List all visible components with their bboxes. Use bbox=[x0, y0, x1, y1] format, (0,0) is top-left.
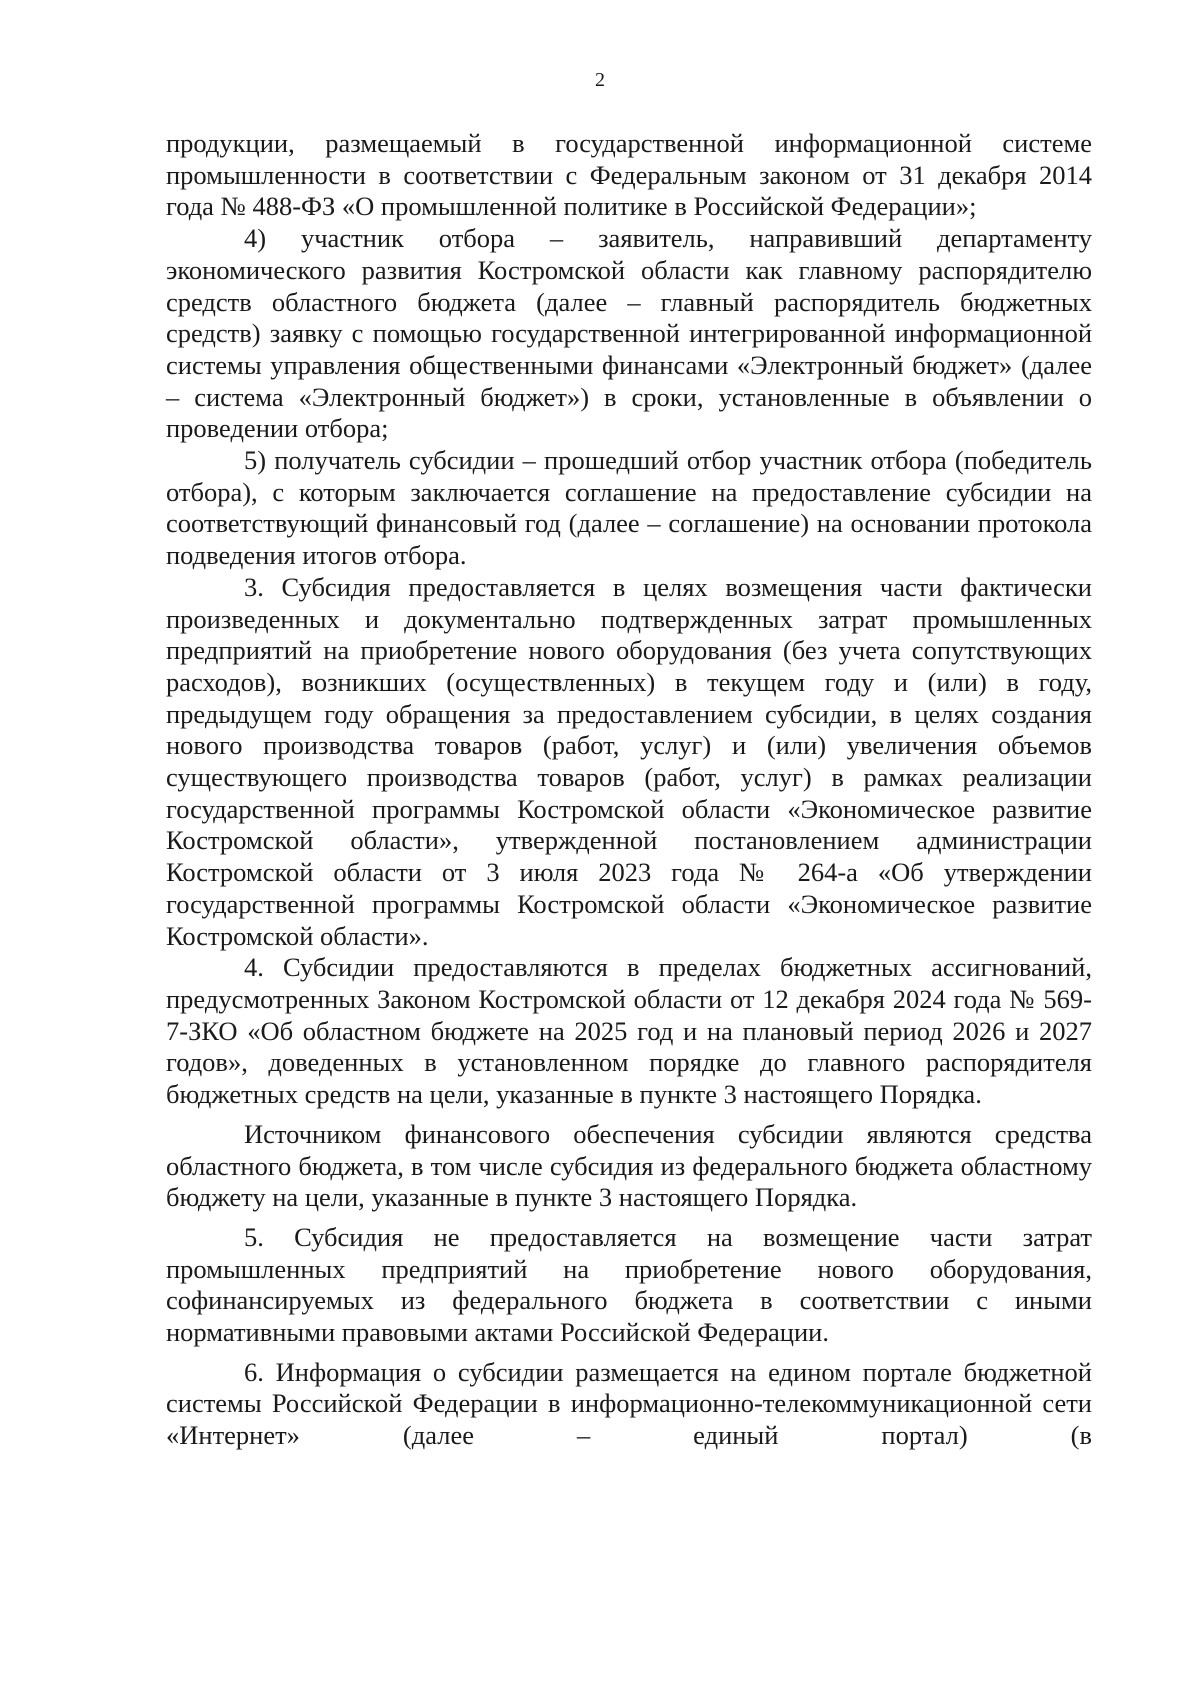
paragraph-funding-source: Источником финансового обеспечения субсидии являются средства областного бюджета, в том числе субсидия из федерального бюджета областному бюджету на цели, указанные в пункте 3 настоящего Порядка. bbox=[166, 1118, 1092, 1213]
paragraph-clause-4: 4. Субсидии предоставляются в пределах бюджетных ассигнований, предусмотренных Законом Костромской области от 12 декабря 2024 года № 569-7-ЗКО «Об областном бюджете на 2025 год и на плановый период 2026 и 2027 годов», доведенных в установленном порядке до главного распорядителя бюджетных средств на цели, указанные в пункте 3 настоящего Порядка. bbox=[166, 952, 1092, 1110]
paragraph-clause-5: 5. Субсидия не предоставляется на возмещение части затрат промышленных предприятий на приобретение нового оборудования, софинансируемых из федерального бюджета в соответствии с иными нормативными правовыми актами Российской Федерации. bbox=[166, 1221, 1092, 1348]
page-number: 2 bbox=[595, 69, 605, 91]
paragraph-item-4: 4) участник отбора – заявитель, направивший департаменту экономического развития Костромской области как главному распорядителю средств областного бюджета (далее – главный распорядитель бюджетных средств) заявку с помощью государственной интегрированной информационной системы управления общественными финансами «Электронный бюджет» (далее – система «Электронный бюджет») в сроки, установленные в объявлении о проведении отбора; bbox=[166, 223, 1092, 444]
paragraph-continuation: продукции, размещаемый в государственной информационной системе промышленности в соответствии с Федеральным законом от 31 декабря 2014 года № 488-ФЗ «О промышленной политике в Российской Федерации»; bbox=[166, 128, 1092, 222]
document-body bbox=[166, 128, 1092, 1452]
paragraph-clause-3: 3. Субсидия предоставляется в целях возмещения части фактически произведенных и документально подтвержденных затрат промышленных предприятий на приобретение нового оборудования (без учета сопутствующих расходов), возникших (осуществленных) в текущем году и (или) в году, предыдущем году обращения за предоставлением субсидии, в целях создания нового производства товаров (работ, услуг) и (или) увеличения объемов существующего производства товаров (работ, услуг) в рамках реализации государственной программы Костромской области «Экономическое развитие Костромской области», утвержденной постановлением администрации Костромской области от 3 июля 2023 года № 264-а «Об утверждении государственной программы Костромской области «Экономическое развитие Костромской области». bbox=[166, 571, 1092, 951]
paragraph-item-5: 5) получатель субсидии – прошедший отбор участник отбора (победитель отбора), с которым заключается соглашение на предоставление субсидии на соответствующий финансовый год (далее – соглашение) на основании протокола подведения итогов отбора. bbox=[166, 445, 1092, 571]
paragraph-clause-6: 6. Информация о субсидии размещается на едином портале бюджетной системы Российской Федерации в информационно-телекоммуникационной сети «Интернет» (далее – единый портал) (в bbox=[166, 1356, 1092, 1451]
